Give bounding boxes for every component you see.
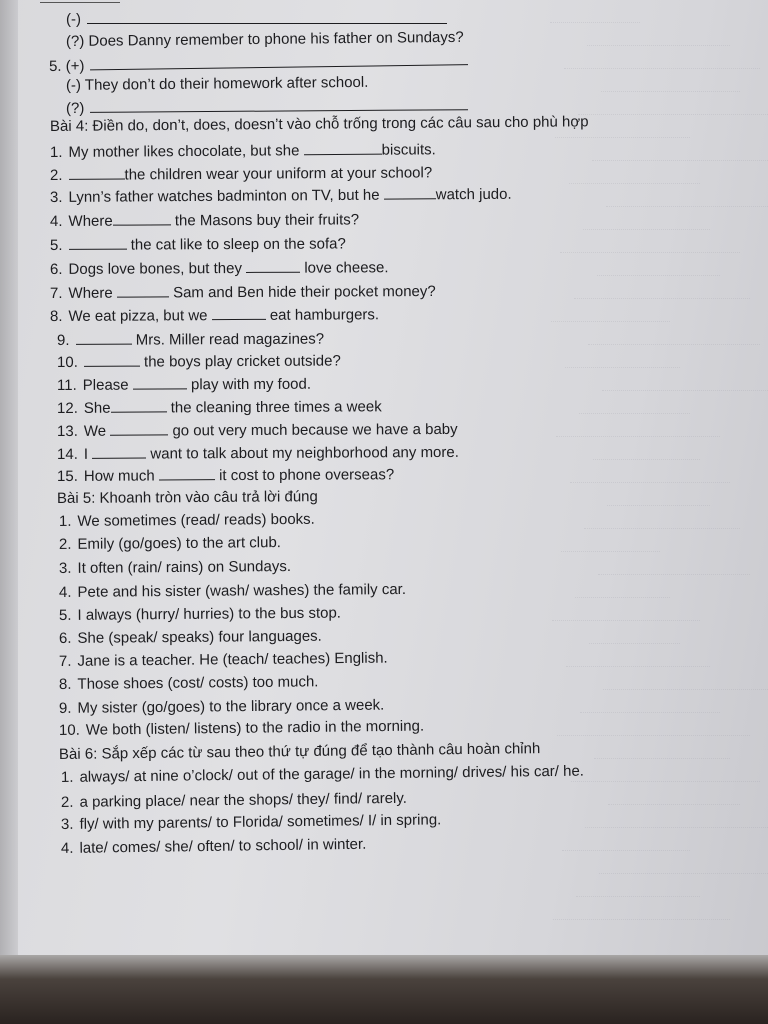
bleed-stroke bbox=[576, 874, 700, 897]
item-number: 4. bbox=[60, 839, 74, 857]
item-number: 3. bbox=[58, 559, 72, 577]
bleed-stroke bbox=[598, 552, 750, 575]
exercise-line bbox=[59, 511, 315, 531]
line-text: a parking place/ near the shops/ they/ find/ rarely. bbox=[79, 789, 408, 811]
item-number: 10. bbox=[58, 721, 80, 739]
answer-blank[interactable] bbox=[87, 10, 447, 24]
line-text: We bbox=[83, 422, 111, 440]
item-number: 14. bbox=[56, 445, 78, 463]
bleed-stroke bbox=[556, 414, 720, 437]
bleed-stroke bbox=[601, 69, 740, 92]
bleed-stroke bbox=[570, 460, 730, 483]
exercise-line bbox=[61, 836, 367, 858]
exercise-line bbox=[50, 210, 359, 231]
line-text-after-blank: eat hamburgers. bbox=[265, 306, 380, 324]
item-number: 4. bbox=[58, 583, 72, 601]
item-number: 8. bbox=[49, 307, 63, 325]
answer-blank[interactable] bbox=[92, 445, 146, 459]
bleed-stroke bbox=[584, 506, 740, 529]
bleed-stroke bbox=[562, 828, 690, 851]
exercise-line bbox=[57, 443, 459, 464]
bleed-stroke bbox=[578, 92, 768, 115]
item-number: 13. bbox=[56, 422, 78, 440]
line-text-after-blank: the boys play cricket outside? bbox=[139, 352, 341, 371]
bleed-stroke bbox=[557, 713, 750, 736]
exercise-line bbox=[50, 234, 346, 255]
answer-blank[interactable] bbox=[90, 51, 468, 70]
exercise-line bbox=[50, 282, 436, 303]
item-number: 1. bbox=[58, 512, 72, 530]
bleed-stroke bbox=[580, 690, 720, 713]
answer-blank[interactable] bbox=[117, 283, 169, 297]
answer-blank[interactable] bbox=[212, 306, 266, 320]
line-text: Where bbox=[68, 284, 117, 302]
exercise-line bbox=[66, 10, 447, 29]
bleed-stroke bbox=[585, 805, 768, 828]
line-text-after-blank: the cleaning three times a week bbox=[166, 398, 382, 417]
line-text-after-blank: watch judo. bbox=[435, 185, 512, 204]
line-text: Where bbox=[68, 212, 113, 230]
exercise-line bbox=[66, 29, 464, 51]
item-number: 5. (+) bbox=[48, 57, 85, 75]
item-number: 9. bbox=[58, 699, 72, 717]
bleed-stroke bbox=[597, 253, 720, 276]
item-number: 7. bbox=[58, 652, 72, 670]
bleed-stroke bbox=[594, 736, 730, 759]
item-number: 1. bbox=[49, 143, 63, 161]
item-number: 5. bbox=[49, 236, 63, 254]
answer-blank[interactable] bbox=[246, 259, 300, 273]
exercise-line bbox=[57, 397, 382, 418]
line-text-after-blank: Sam and Ben hide their pocket money? bbox=[168, 282, 436, 302]
bleed-stroke bbox=[589, 621, 680, 644]
previous-line-fragment bbox=[40, 0, 120, 3]
line-text: Bài 5: Khoanh tròn vào câu trả lời đúng bbox=[56, 488, 318, 507]
item-number: 2. bbox=[60, 793, 74, 811]
answer-blank[interactable] bbox=[68, 236, 126, 250]
bleed-stroke bbox=[569, 161, 700, 184]
bleed-stroke bbox=[583, 207, 710, 230]
exercise-line bbox=[59, 650, 388, 671]
answer-blank[interactable] bbox=[384, 185, 436, 199]
line-text: We both (listen/ listens) to the radio in the morning. bbox=[85, 717, 425, 739]
item-number: 3. bbox=[49, 188, 63, 206]
line-text-after-blank: it cost to phone overseas? bbox=[214, 466, 395, 485]
section-heading bbox=[59, 740, 540, 764]
exercise-line bbox=[57, 375, 311, 395]
line-text-after-blank: the Masons buy their fruits? bbox=[170, 211, 360, 230]
line-text-after-blank: the cat like to sleep on the sofa? bbox=[126, 235, 346, 254]
line-text-after-blank: play with my food. bbox=[186, 375, 312, 394]
line-text: It often (rain/ rains) on Sundays. bbox=[77, 557, 292, 577]
item-number: 7. bbox=[49, 284, 63, 302]
line-text-after-blank: the children wear your uniform at your school? bbox=[124, 164, 433, 184]
line-text: She (speak/ speaks) four languages. bbox=[77, 627, 322, 647]
exercise-line bbox=[59, 605, 341, 625]
item-number: (-) bbox=[66, 11, 81, 28]
line-text: I bbox=[83, 445, 93, 463]
line-text: We eat pizza, but we bbox=[68, 307, 212, 325]
line-text-after-blank: love cheese. bbox=[300, 259, 389, 277]
exercise-line bbox=[59, 558, 291, 578]
section-heading bbox=[50, 113, 589, 136]
item-number: (?) bbox=[65, 99, 85, 117]
item-number: 11. bbox=[56, 376, 77, 394]
line-text: Dogs love bones, but they bbox=[68, 259, 247, 278]
exercise-line bbox=[59, 697, 384, 718]
bleed-stroke bbox=[602, 368, 768, 391]
bleed-stroke bbox=[552, 598, 700, 621]
exercise-line bbox=[61, 763, 584, 787]
answer-blank[interactable] bbox=[75, 331, 131, 345]
exercise-line bbox=[57, 352, 341, 372]
bleed-stroke bbox=[560, 230, 740, 253]
exercise-line bbox=[57, 465, 394, 486]
item-number: 9. bbox=[56, 331, 70, 349]
line-text: (-) They don’t do their homework after school. bbox=[65, 73, 369, 94]
item-number: 10. bbox=[56, 353, 78, 371]
exercise-line bbox=[50, 140, 436, 162]
bleed-stroke bbox=[564, 46, 760, 69]
item-number: 6. bbox=[49, 260, 63, 278]
exercise-line bbox=[59, 581, 406, 602]
line-text: Bài 6: Sắp xếp các từ sau theo thứ tự đúng để tạo thành câu hoàn chỉnh bbox=[58, 740, 541, 763]
bleed-stroke bbox=[587, 23, 730, 46]
bleed-stroke bbox=[599, 851, 768, 874]
line-text: My sister (go/goes) to the library once a week. bbox=[77, 696, 385, 717]
line-text-after-blank: biscuits. bbox=[381, 141, 436, 159]
answer-blank[interactable] bbox=[133, 375, 187, 389]
item-number: 1. bbox=[60, 768, 74, 786]
bleed-stroke bbox=[550, 0, 640, 23]
item-number: 12. bbox=[56, 399, 78, 417]
answer-blank[interactable] bbox=[68, 165, 124, 179]
exercise-line bbox=[50, 185, 512, 207]
line-text-after-blank: go out very much because we have a baby bbox=[168, 420, 458, 440]
exercise-line bbox=[50, 163, 432, 185]
exercise-line bbox=[57, 330, 324, 350]
item-number: 6. bbox=[58, 629, 72, 647]
line-text: Lynn’s father watches badminton on TV, but he bbox=[68, 186, 384, 206]
item-number: 8. bbox=[58, 675, 72, 693]
answer-blank[interactable] bbox=[110, 421, 168, 435]
item-number: 2. bbox=[58, 535, 72, 553]
bleed-stroke bbox=[607, 483, 710, 506]
answer-blank[interactable] bbox=[113, 211, 171, 225]
line-text: My mother likes chocolate, but she bbox=[68, 142, 304, 161]
item-number: 15. bbox=[56, 467, 78, 485]
exercise-line bbox=[50, 305, 379, 326]
exercise-line bbox=[50, 258, 389, 279]
line-text: She bbox=[83, 399, 111, 417]
exercise-line bbox=[59, 718, 424, 740]
exercise-line bbox=[57, 420, 458, 441]
bleed-stroke bbox=[575, 575, 670, 598]
line-text: Bài 4: Điền do, don’t, does, doesn’t vào chỗ trống trong các câu sau cho phù hợp bbox=[49, 113, 589, 135]
line-text: I always (hurry/ hurries) to the bus stop. bbox=[77, 604, 342, 624]
line-text: (?) Does Danny remember to phone his father on Sundays? bbox=[65, 28, 464, 50]
exercise-line bbox=[59, 673, 319, 694]
line-text: late/ comes/ she/ often/ to school/ in winter. bbox=[79, 835, 367, 857]
line-text-after-blank: want to talk about my neighborhood any more. bbox=[146, 443, 459, 463]
bleed-stroke bbox=[566, 644, 710, 667]
bleed-stroke bbox=[588, 322, 760, 345]
line-text-after-blank: Mrs. Miller read magazines? bbox=[131, 330, 325, 349]
exercise-line bbox=[59, 628, 322, 648]
exercise-line bbox=[61, 790, 407, 812]
exercise-line bbox=[59, 534, 281, 554]
line-text: Pete and his sister (wash/ washes) the family car. bbox=[77, 580, 407, 601]
line-text: Emily (go/goes) to the art club. bbox=[77, 534, 282, 553]
line-text: Those shoes (cost/ costs) too much. bbox=[77, 673, 319, 693]
line-text: fly/ with my parents/ to Florida/ sometimes/ I/ in spring. bbox=[79, 811, 442, 833]
exercise-line bbox=[61, 811, 442, 834]
bleed-stroke bbox=[561, 529, 660, 552]
page-left-edge bbox=[0, 0, 18, 1024]
exercise-line bbox=[49, 51, 469, 76]
line-text: Jane is a teacher. He (teach/ teaches) English. bbox=[77, 649, 388, 670]
answer-blank[interactable] bbox=[111, 398, 167, 412]
bleed-stroke bbox=[553, 897, 730, 920]
line-text: How much bbox=[83, 467, 159, 485]
bleed-stroke bbox=[592, 138, 768, 161]
answer-blank[interactable] bbox=[84, 353, 140, 367]
line-text: always/ at nine o’clock/ out of the garage/ in the morning/ drives/ his car/ he. bbox=[79, 762, 585, 786]
desk-background bbox=[0, 955, 768, 1024]
bleed-stroke bbox=[565, 345, 680, 368]
item-number: 3. bbox=[60, 815, 74, 833]
answer-blank[interactable] bbox=[159, 466, 215, 480]
item-number: 2. bbox=[49, 166, 63, 184]
line-text: Please bbox=[82, 376, 133, 394]
answer-blank[interactable] bbox=[90, 96, 468, 113]
exercise-line bbox=[66, 74, 369, 95]
answer-blank[interactable] bbox=[304, 141, 382, 156]
bleed-stroke bbox=[603, 667, 768, 690]
section-heading bbox=[57, 488, 318, 508]
bleed-stroke bbox=[574, 276, 750, 299]
bleed-stroke bbox=[551, 299, 670, 322]
bleed-stroke bbox=[606, 184, 768, 207]
bleed-stroke bbox=[579, 391, 690, 414]
line-text: We sometimes (read/ reads) books. bbox=[77, 510, 315, 530]
bleed-stroke bbox=[608, 782, 740, 805]
item-number: 5. bbox=[58, 606, 72, 624]
bleed-stroke bbox=[571, 759, 760, 782]
bleed-stroke bbox=[593, 437, 700, 460]
item-number: 4. bbox=[49, 212, 63, 230]
